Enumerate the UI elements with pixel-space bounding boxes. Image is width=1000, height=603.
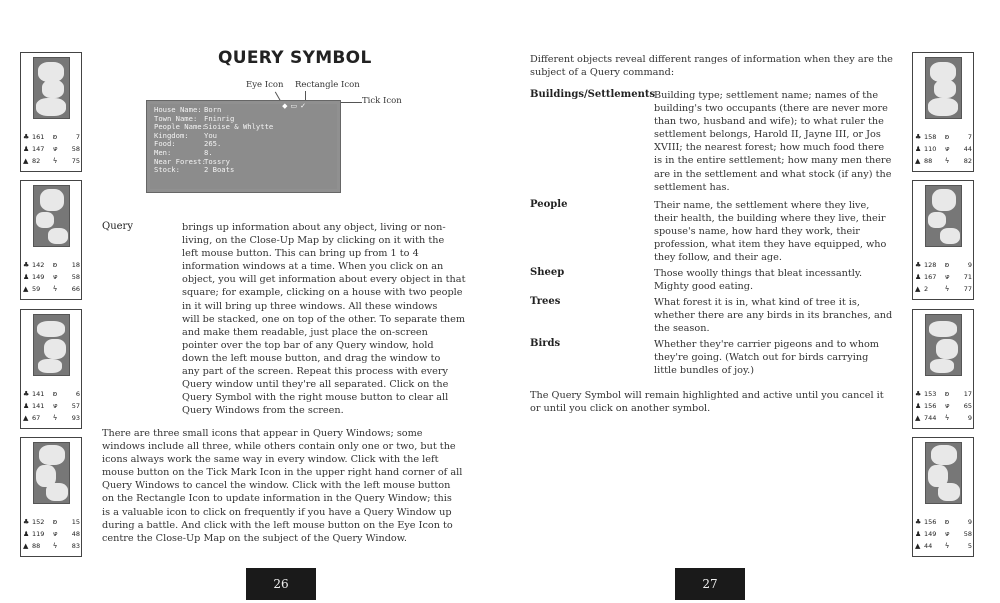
- men-icon: ഴ: [52, 529, 58, 538]
- person-icon: ♟: [23, 402, 30, 410]
- thumbnail-map-3: [20, 309, 82, 429]
- icons-description: There are three small icons that appear in Query Windows; some windows include all three, while others contain only one or two, but the icons always work the same way in every window. Click with the left mouse button on the Tick Mark Icon in the upper right hand corner of all Query Windows to cancel the window. Click with the left mouse button on the Rectangle Icon to update information in the Query Window; this is a valuable icon to click on frequently if you have a Query Window up during a battle. And click with the left mouse button on the Eye Icon to centre the Close-Up Map on the subject of the Query Window.: [102, 428, 463, 544]
- tree-icon: ♣: [23, 390, 30, 398]
- sheep-icon: ʚ: [52, 261, 58, 269]
- person-icon: ♟: [23, 273, 30, 281]
- tree-icon: ♣: [915, 133, 922, 141]
- men-icon: ഴ: [944, 401, 950, 410]
- sheep-icon: ʚ: [52, 133, 58, 141]
- thumb-stats: ♣ 156 ʚ 9 ♟ 149 ഴ 58 ▲ 44 ϟ 5: [915, 518, 972, 550]
- tree-icon: ♣: [915, 390, 922, 398]
- closing-text: The Query Symbol will remain highlighted and active until you cancel it or until you click on another symbol.: [530, 390, 884, 415]
- query-window-text: House Name: Born Town Name: Fninrig People Name: Sioise & Whlytte Kingdom: You Food: 265. Men: 8. Near Forest: Tossry Stock: 2 Boats: [154, 105, 274, 175]
- person-icon: ♟: [915, 273, 922, 281]
- house-icon: ▲: [915, 285, 921, 293]
- house-icon: ▲: [915, 542, 921, 550]
- house-icon: ▲: [23, 414, 29, 422]
- thumbnail-map-2: [20, 180, 82, 300]
- map-image: [925, 442, 962, 504]
- person-icon: ♟: [915, 145, 922, 153]
- house-icon: ▲: [915, 414, 921, 422]
- eye-icon: ◆: [282, 102, 288, 110]
- map-image: [925, 57, 962, 119]
- sheep-icon: ʚ: [944, 390, 950, 398]
- map-image: [925, 314, 962, 376]
- sheep-icon: ʚ: [52, 390, 58, 398]
- men-icon: ഴ: [52, 272, 58, 281]
- men-icon: ഴ: [944, 144, 950, 153]
- tree-icon: ♣: [23, 133, 30, 141]
- query-window-icons: [282, 102, 306, 110]
- thumb-stats: ♣ 161 ʚ 7 ♟ 147 ഴ 58 ▲ 82 ϟ 75: [23, 133, 80, 165]
- thumbnail-map-1: [20, 52, 82, 172]
- person-icon: ♟: [23, 530, 30, 538]
- eye-icon-callout: Eye Icon: [246, 80, 284, 90]
- men-icon: ഴ: [52, 401, 58, 410]
- query-term: Query: [102, 221, 133, 232]
- page-number: 27: [675, 568, 745, 600]
- thumbnail-map-5: [912, 52, 974, 172]
- bird-icon: ϟ: [52, 542, 58, 550]
- person-icon: ♟: [915, 402, 922, 410]
- intro-text: Different objects reveal different ranges of information when they are the subject of a Query command:: [530, 54, 893, 79]
- tree-icon: ♣: [915, 261, 922, 269]
- thumb-stats: ♣ 152 ʚ 15 ♟ 119 ഴ 48 ▲ 88 ϟ 83: [23, 518, 80, 550]
- house-icon: ▲: [23, 542, 29, 550]
- thumbnail-map-4: [20, 437, 82, 557]
- tree-icon: ♣: [23, 261, 30, 269]
- map-image: [33, 57, 70, 119]
- men-icon: ഴ: [52, 144, 58, 153]
- tick-icon: ✓: [300, 102, 306, 110]
- bird-icon: ϟ: [944, 285, 950, 293]
- house-icon: ▲: [23, 285, 29, 293]
- house-icon: ▲: [915, 157, 921, 165]
- bird-icon: ϟ: [52, 157, 58, 165]
- page-number: 26: [246, 568, 316, 600]
- page-title: QUERY SYMBOL: [218, 48, 372, 68]
- sheep-icon: ʚ: [52, 518, 58, 526]
- bird-icon: ϟ: [52, 285, 58, 293]
- sheep-icon: ʚ: [944, 518, 950, 526]
- thumb-stats: ♣ 142 ʚ 18 ♟ 149 ഴ 58 ▲ 59 ϟ 66: [23, 261, 80, 293]
- rectangle-icon: ▭: [290, 102, 298, 110]
- map-image: [33, 185, 70, 247]
- thumb-stats: ♣ 153 ʚ 17 ♟ 156 ഴ 65 ▲ 744 ϟ 9: [915, 390, 972, 422]
- thumbnail-map-8: [912, 437, 974, 557]
- tree-icon: ♣: [23, 518, 30, 526]
- person-icon: ♟: [23, 145, 30, 153]
- map-image: [925, 185, 962, 247]
- query-window-example: [146, 100, 341, 193]
- thumbnail-map-6: [912, 180, 974, 300]
- sheep-icon: ʚ: [944, 261, 950, 269]
- bird-icon: ϟ: [944, 157, 950, 165]
- sheep-icon: ʚ: [944, 133, 950, 141]
- thumb-stats: ♣ 141 ʚ 6 ♟ 141 ഴ 57 ▲ 67 ϟ 93: [23, 390, 80, 422]
- person-icon: ♟: [915, 530, 922, 538]
- bird-icon: ϟ: [52, 414, 58, 422]
- men-icon: ഴ: [944, 529, 950, 538]
- thumb-stats: ♣ 128 ʚ 9 ♟ 167 ഴ 71 ▲ 2 ϟ 77: [915, 261, 972, 293]
- house-icon: ▲: [23, 157, 29, 165]
- rectangle-icon-callout: Rectangle Icon: [295, 80, 360, 90]
- men-icon: ഴ: [944, 272, 950, 281]
- bird-icon: ϟ: [944, 414, 950, 422]
- map-image: [33, 314, 70, 376]
- map-image: [33, 442, 70, 504]
- tree-icon: ♣: [915, 518, 922, 526]
- tick-icon-callout: Tick Icon: [362, 96, 402, 106]
- query-description: brings up information about any object, living or non- living, on the Close-Up Map by clicking on it with the left mouse button. This can bring up from 1 to 4 information windows at a time. When you click on an object, you will get information about every object in that square; for example, clicking on a house with two people in it will bring up three windows. All these windows will be stacked, one on top of the other. To separate them and make them readable, just place the on-screen pointer over the top bar of any Query window, hold down the left mouse button, and drag the window to any part of the screen. Repeat this process with every Query window until they're all separated. Click on the Query Symbol with the right mouse button to clear all Query Windows from the screen.: [182, 222, 466, 417]
- bird-icon: ϟ: [944, 542, 950, 550]
- thumbnail-map-7: [912, 309, 974, 429]
- thumb-stats: ♣ 158 ʚ 7 ♟ 110 ഴ 44 ▲ 88 ϟ 82: [915, 133, 972, 165]
